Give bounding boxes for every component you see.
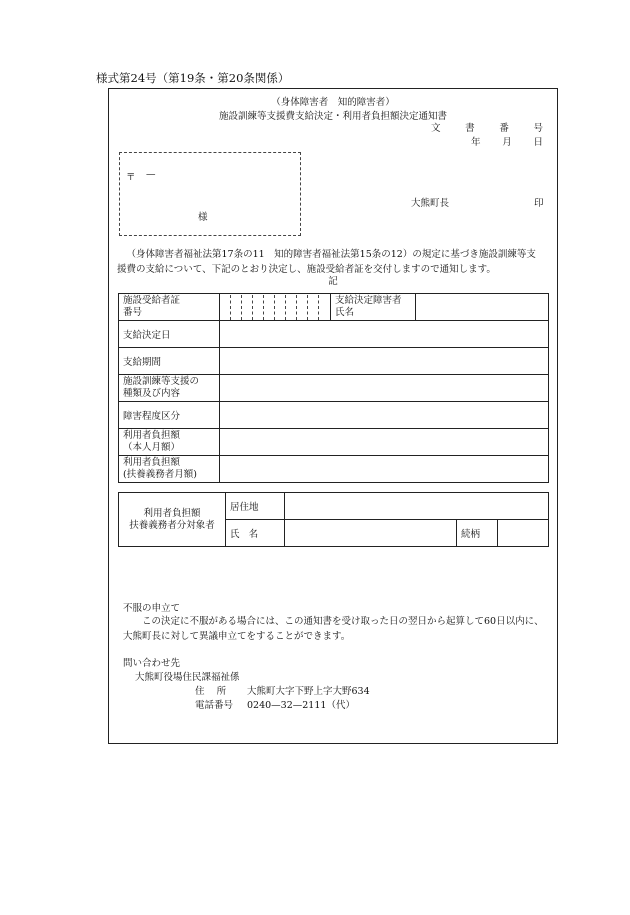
contact-phone: 0240—32—2111（代） [247,700,355,711]
table-row [119,456,549,483]
guardian-burden-label: 利用者負担額 (扶養義務者月額) [119,456,220,483]
table-row [119,429,549,456]
residence-value [285,493,549,520]
postal-mark: 〒 [126,172,136,183]
guardian-target-label: 利用者負担額 扶養義務者分対象者 [119,493,226,547]
decision-date-value [220,321,549,348]
issuer-name: 大熊町長 [411,198,450,209]
postal-dash: — [146,169,156,180]
decision-date-label: 支給決定日 [119,321,220,348]
form-title: 施設訓練等支援費支給決定・利用者負担額決定通知書 [218,111,447,122]
period-label: 支給期間 [119,348,220,375]
decision-person-value [416,294,549,321]
period-value [220,348,549,375]
disability-level-label: 障害程度区分 [119,402,220,429]
form-frame [108,88,558,744]
cert-number-cells [220,294,331,321]
name-label: 氏 名 [226,520,285,547]
recipient-cert-label: 施設受給者証 番号 [119,294,220,321]
self-burden-value [220,429,549,456]
relation-value [498,520,549,547]
guardian-burden-value [220,456,549,483]
objection-heading: 不服の申立て [123,603,181,614]
support-type-label: 施設訓練等支援の 種類及び内容 [119,375,220,402]
guardian-table [118,492,549,547]
address-box [119,152,301,236]
name-value [285,520,457,547]
seal-mark: 印 [534,198,544,209]
table-row [119,493,549,520]
objection-text: この決定に不服がある場合には、この通知書を受け取った日の翌日から起算して60日以内に、大熊町長に対して異議申立てをすることができます。 [123,616,544,642]
table-row [119,348,549,375]
notice-body: （身体障害者福祉法第17条の11 知的障害者福祉法第15条の12）の規定に基づき施設訓練等支援費の支給について、下記のとおり決定し、施設受給者証を交付しますので通知します。 [117,249,536,275]
disability-level-value [220,402,549,429]
table-row [119,402,549,429]
contact-heading: 問い合わせ先 [123,658,181,669]
contact-address-label: 住 所 [195,686,227,697]
honorific-sama: 様 [198,212,208,223]
support-type-value [220,375,549,402]
document-number: 文 書 番 号 [431,123,543,134]
decision-table [118,293,549,483]
ki-heading: 記 [328,276,338,287]
residence-label: 居住地 [226,493,285,520]
date-line: 年 月 日 [471,137,543,148]
contact-office: 大熊町役場住民課福祉係 [135,672,240,683]
table-row [119,294,549,321]
table-row [119,321,549,348]
table-row [119,375,549,402]
form-subtitle: （身体障害者 知的障害者） [271,97,395,108]
decision-person-label: 支給決定障害者 氏名 [331,294,416,321]
contact-address: 大熊町大字下野上字大野634 [247,686,370,697]
form-code: 様式第24号（第19条・第20条関係） [96,71,290,85]
self-burden-label: 利用者負担額 （本人月額） [119,429,220,456]
contact-phone-label: 電話番号 [195,700,234,711]
relation-label: 続柄 [457,520,498,547]
